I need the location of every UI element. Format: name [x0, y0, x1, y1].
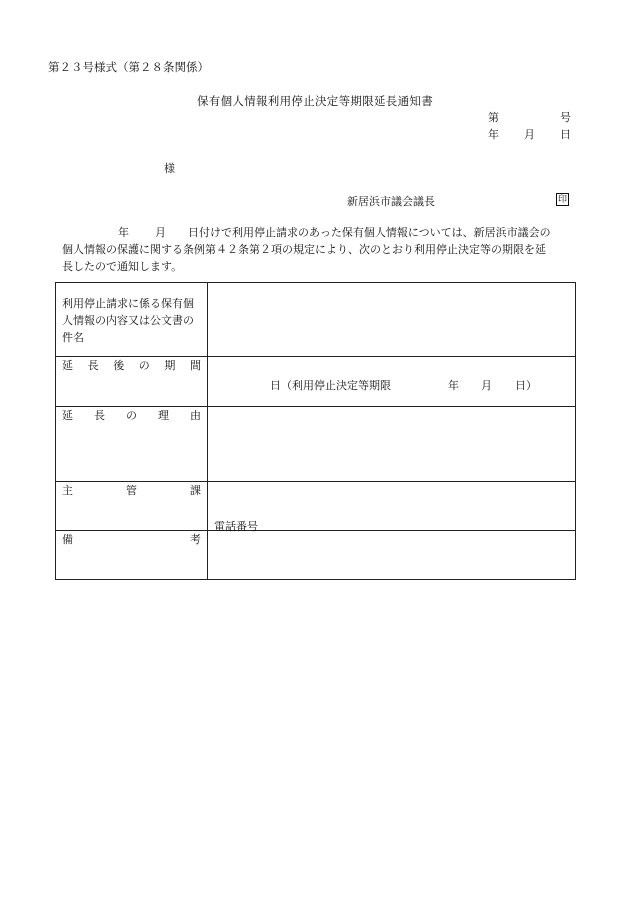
notice-body [62, 224, 580, 275]
label-reason [56, 407, 208, 482]
document-title: 保有個人情報利用停止決定等期限延長通知書 [197, 94, 433, 108]
body-line-1-text: 日付けで利用停止請求のあった保有個人情報については、新居浜市議会の [188, 226, 551, 239]
label-char: 間 [189, 359, 201, 372]
doc-number-prefix: 第 [488, 111, 499, 124]
period-month: 月 [481, 379, 492, 392]
label-subject [56, 283, 208, 357]
period-year: 年 [448, 379, 459, 392]
body-line-2: 個人情報の保護に関する条例第４２条第２項の規定により、次のとおり利用停止決定等の期限を延 [62, 243, 546, 256]
date-month: 月 [524, 128, 535, 141]
body-line-1 [62, 224, 580, 241]
label-char: 期 [164, 359, 176, 372]
body-date-year: 年 [118, 226, 129, 239]
date-day: 日 [560, 128, 571, 141]
period-close: 日） [515, 379, 537, 392]
label-department [56, 482, 208, 531]
label-char: 由 [190, 409, 201, 422]
form-number: 第２３号様式（第２８条関係） [48, 60, 209, 74]
label-char: 延 [62, 409, 73, 422]
value-department[interactable] [208, 482, 576, 531]
label-char: 備 [62, 533, 73, 546]
info-table [55, 282, 576, 580]
label-char: 長 [87, 359, 99, 372]
date-year: 年 [488, 128, 499, 141]
body-date-month: 月 [155, 226, 166, 239]
table-row-reason [56, 407, 576, 482]
table-row-department [56, 482, 576, 531]
addressee-suffix: 様 [164, 162, 175, 175]
label-char: 管 [126, 484, 137, 497]
label-char: 延 [62, 359, 73, 372]
phone-number-label: 電話番号 [214, 520, 258, 533]
label-remarks [56, 531, 208, 580]
value-subject[interactable] [208, 283, 576, 357]
label-char: 後 [113, 359, 125, 372]
label-char: の [126, 409, 137, 422]
value-period[interactable] [208, 357, 576, 407]
label-subject-line-3: 件名 [62, 331, 84, 344]
label-subject-line-1: 利用停止請求に係る保有個 [62, 297, 194, 310]
table-row-subject [56, 283, 576, 357]
label-char: 主 [62, 484, 73, 497]
body-line-3: 長したので通知します。 [62, 260, 183, 273]
sender-name: 新居浜市議会議長 [347, 195, 435, 208]
label-char: 考 [190, 533, 201, 546]
doc-number-suffix: 号 [560, 111, 571, 124]
label-char: 課 [190, 484, 201, 497]
period-day-text: 日（利用停止決定等期限 [270, 379, 391, 392]
label-subject-line-2: 人情報の内容又は公文書の [62, 314, 194, 327]
label-char: の [138, 359, 150, 372]
value-remarks[interactable] [208, 531, 576, 580]
seal-mark: 印 [557, 195, 567, 205]
table-row-period [56, 357, 576, 407]
value-reason[interactable] [208, 407, 576, 482]
table-row-remarks [56, 531, 576, 580]
label-char: 理 [158, 409, 169, 422]
label-char: 長 [94, 409, 105, 422]
label-period [56, 357, 208, 407]
